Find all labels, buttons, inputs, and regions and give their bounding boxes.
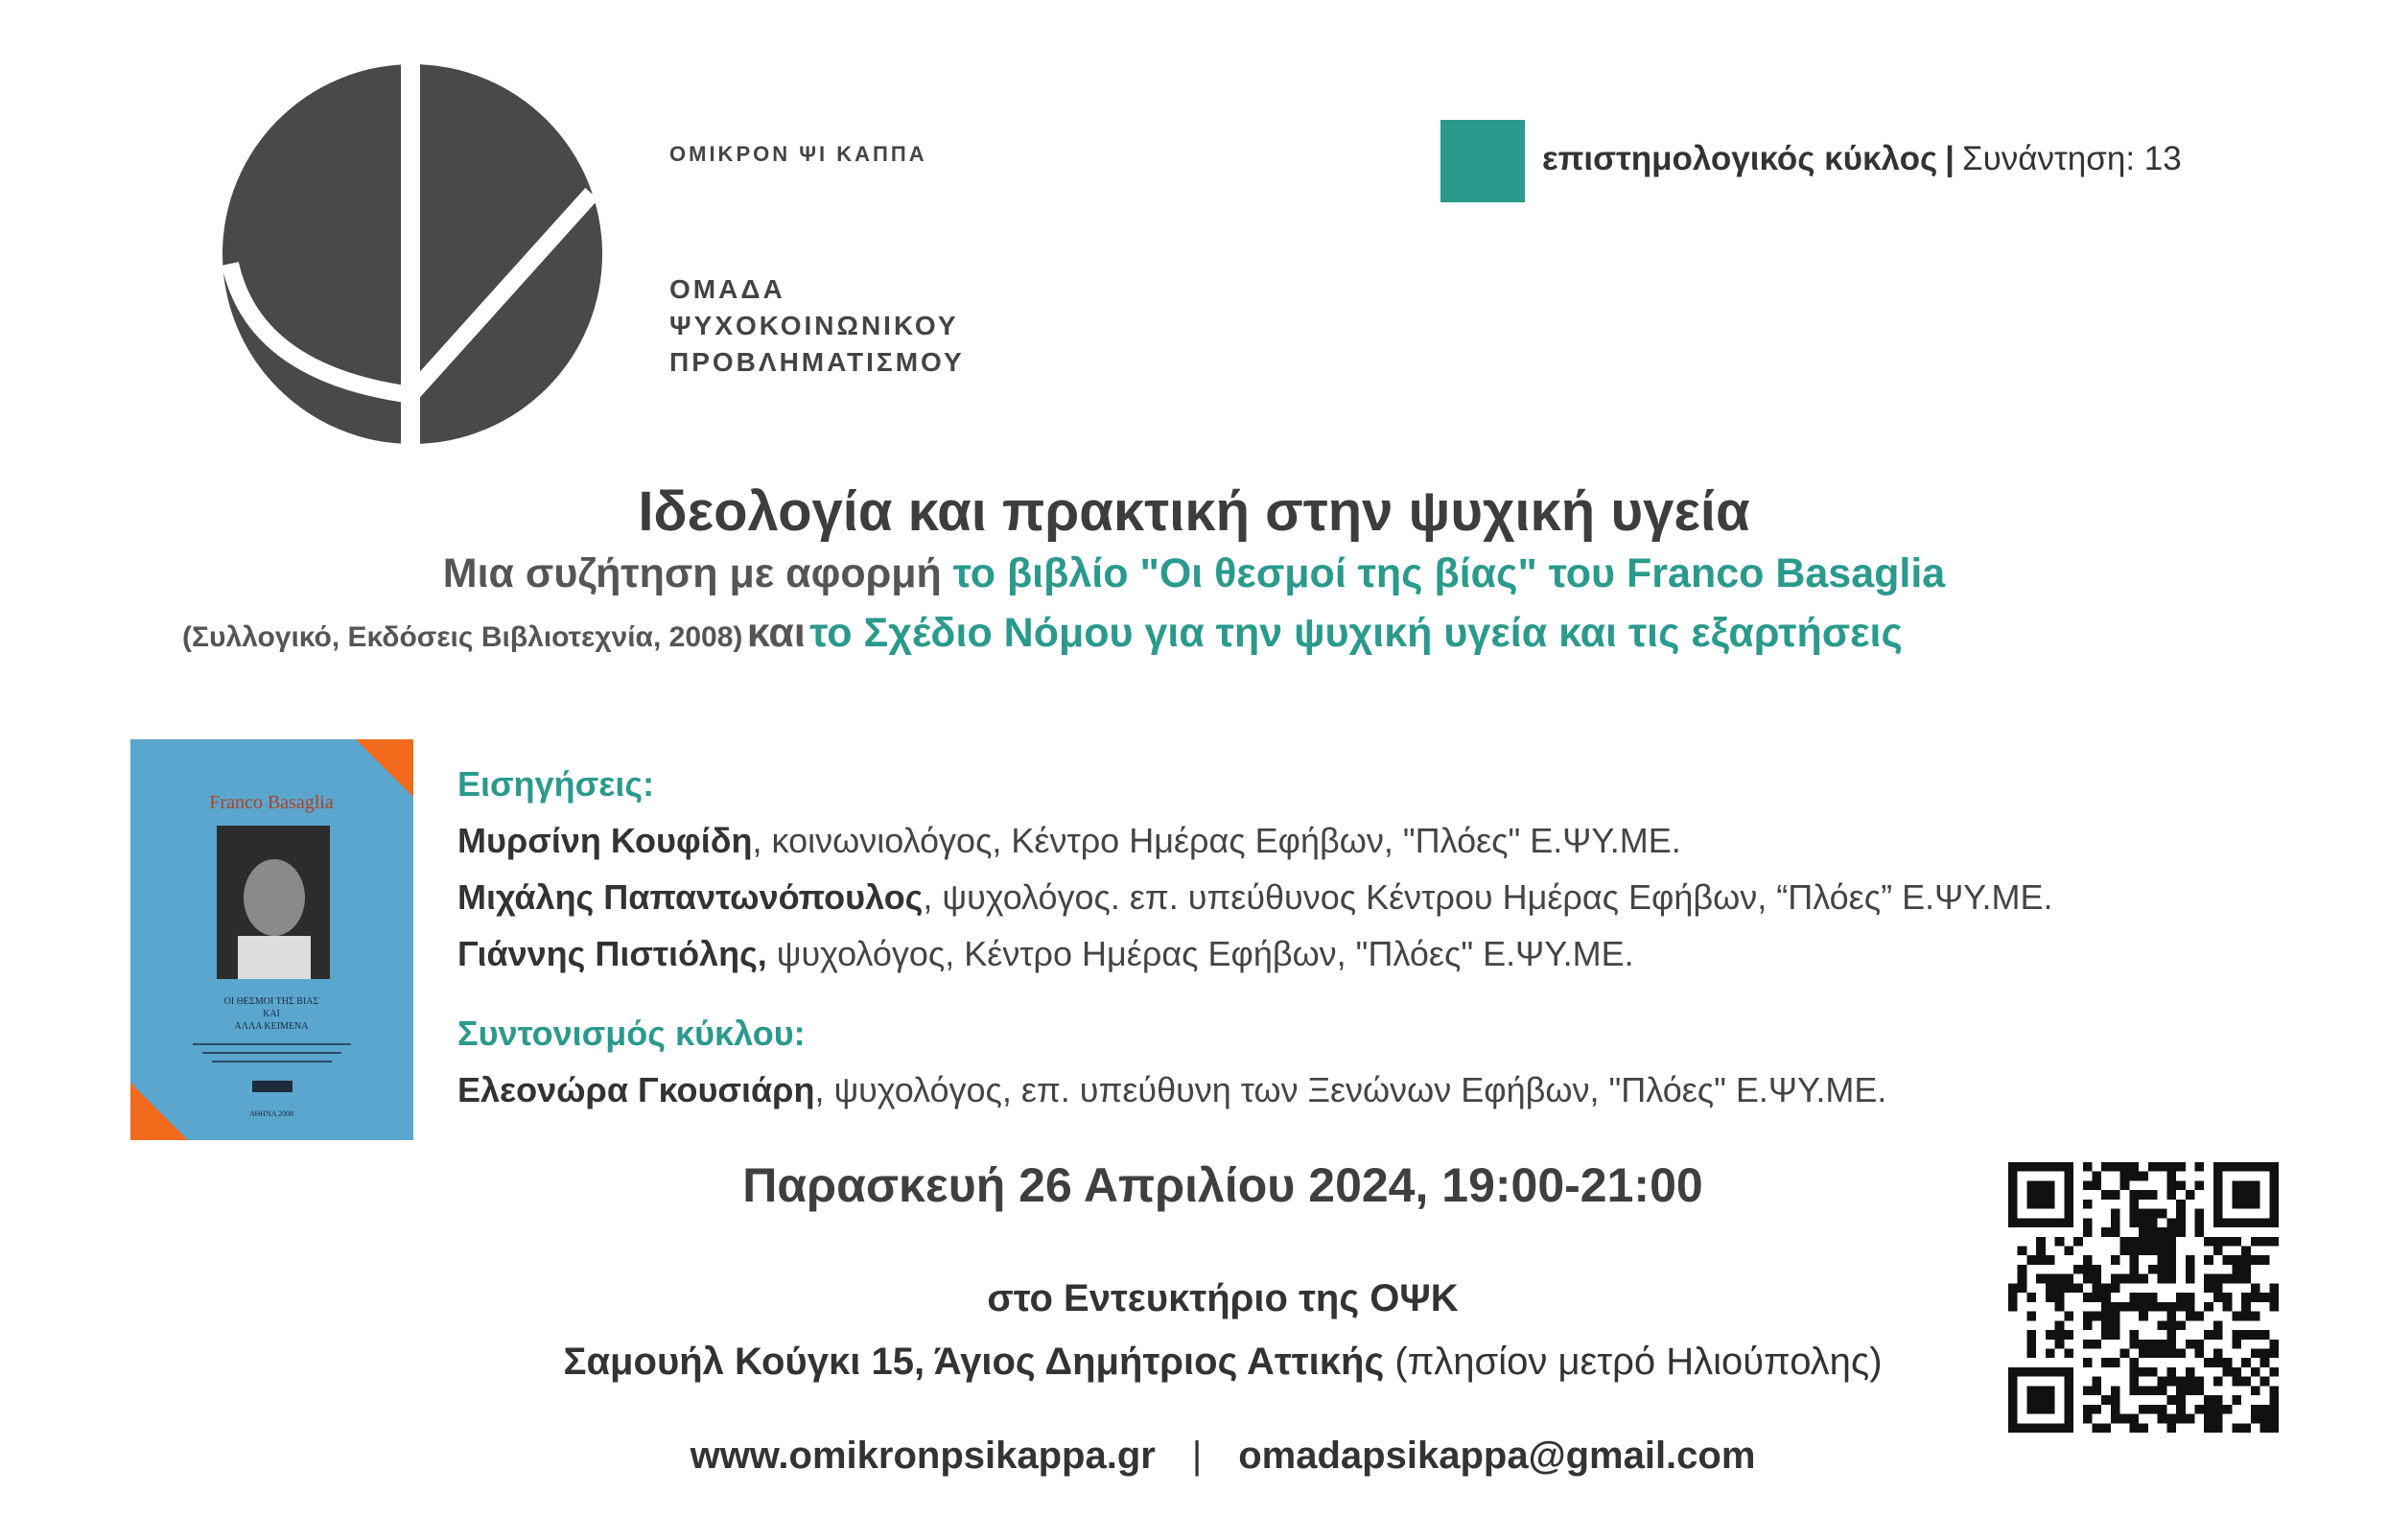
speaker-row bbox=[457, 925, 2366, 982]
contact-separator: | bbox=[1191, 1435, 1203, 1477]
speaker-row bbox=[457, 869, 2366, 925]
coordinator-name: Ελεονώρα Γκουσιάρη bbox=[457, 1070, 815, 1109]
book-city-year: ΑΘΗΝΑ 2008 bbox=[248, 1109, 294, 1118]
email-link[interactable]: omadapsikappa@gmail.com bbox=[1238, 1435, 1756, 1477]
organization-name: ΟΜΙΚΡΟΝ ΨΙ ΚΑΠΠΑ bbox=[669, 142, 927, 166]
event-date: Παρασκευή 26 Απριλίου 2024, 19:00-21:00 bbox=[742, 1158, 1703, 1212]
badge-separator: | bbox=[1945, 140, 1955, 177]
event-subtitle-2 bbox=[182, 610, 2273, 657]
event-venue: στο Εντευκτήριο της ΟΨΚ bbox=[987, 1277, 1459, 1319]
speaker-name: Μυρσίνη Κουφίδη bbox=[457, 821, 753, 860]
speakers-section bbox=[457, 756, 2366, 1118]
speakers-heading: Εισηγήσεις: bbox=[457, 764, 655, 804]
organization-logo bbox=[216, 58, 609, 451]
book-title-line-2: ΚΑΙ bbox=[263, 1009, 280, 1019]
speaker-row bbox=[457, 812, 2366, 869]
subtitle-book: το βιβλίο "Οι θεσμοί της βίας" του Franco Basaglia bbox=[952, 550, 1946, 596]
contact-line bbox=[0, 1435, 2388, 1478]
series-label: επιστημολογικός κύκλος bbox=[1542, 140, 1938, 177]
speaker-name: Γιάννης Πιστιόλης, bbox=[457, 934, 767, 973]
event-subtitle bbox=[0, 550, 2388, 597]
speaker-role: , ψυχολόγος. επ. υπεύθυνος Κέντρου Ημέρας Εφήβων, “Πλόες” Ε.ΨΥ.ΜΕ. bbox=[923, 877, 2053, 917]
website-link[interactable]: www.omikronpsikappa.gr bbox=[690, 1435, 1156, 1477]
speaker-role: ψυχολόγος, Κέντρο Ημέρας Εφήβων, "Πλόες" Ε.ΨΥ.ΜΕ. bbox=[766, 934, 1634, 973]
group-line-2: ΨΥΧΟΚΟΙΝΩΝΙΚΟΥ bbox=[669, 311, 959, 340]
qr-code[interactable] bbox=[2008, 1162, 2279, 1433]
group-line-3: ΠΡΟΒΛΗΜΑΤΙΣΜΟΥ bbox=[669, 347, 965, 377]
speaker-role: , κοινωνιολόγος, Κέντρο Ημέρας Εφήβων, "Πλόες" Ε.ΨΥ.ΜΕ. bbox=[752, 821, 1681, 860]
subtitle-prefix: Μια συζήτηση με αφορμή bbox=[442, 550, 942, 596]
event-title: Ιδεολογία και πρακτική στην ψυχική υγεία bbox=[638, 480, 1750, 543]
law-draft: το Σχέδιο Νόμου για την ψυχική υγεία και τις εξαρτήσεις bbox=[809, 610, 1903, 656]
series-badge bbox=[1542, 140, 2182, 178]
coordinator-row bbox=[457, 1062, 2366, 1118]
group-line-1: ΟΜΑΔΑ bbox=[669, 274, 785, 304]
address-text: Σαμουήλ Κούγκι 15, Άγιος Δημήτριος Αττικής bbox=[563, 1341, 1385, 1383]
organization-group-name bbox=[669, 271, 965, 381]
conjunction: και bbox=[746, 610, 806, 656]
publication-info: (Συλλογικό, Εκδόσεις Βιβλιοτεχνία, 2008) bbox=[182, 621, 743, 653]
badge-square bbox=[1440, 120, 1525, 202]
book-author: Franco Basaglia bbox=[209, 792, 334, 813]
coordination-heading: Συντονισμός κύκλου: bbox=[457, 1014, 806, 1053]
book-title-line-3: ΑΛΛΑ ΚΕΙΜΕΝΑ bbox=[234, 1021, 309, 1032]
book-cover-image bbox=[130, 739, 413, 1140]
book-title-line-1: ΟΙ ΘΕΣΜΟΙ ΤΗΣ ΒΙΑΣ bbox=[223, 996, 319, 1007]
meeting-number: Συνάντηση: 13 bbox=[1961, 140, 2182, 177]
coordinator-role: , ψυχολόγος, επ. υπεύθυνη των Ξενώνων Εφήβων, "Πλόες" Ε.ΨΥ.ΜΕ. bbox=[814, 1070, 1887, 1109]
address-note: (πλησίον μετρό Ηλιούπολης) bbox=[1384, 1341, 1883, 1383]
speaker-name: Μιχάλης Παπαντωνόπουλος bbox=[457, 877, 924, 917]
